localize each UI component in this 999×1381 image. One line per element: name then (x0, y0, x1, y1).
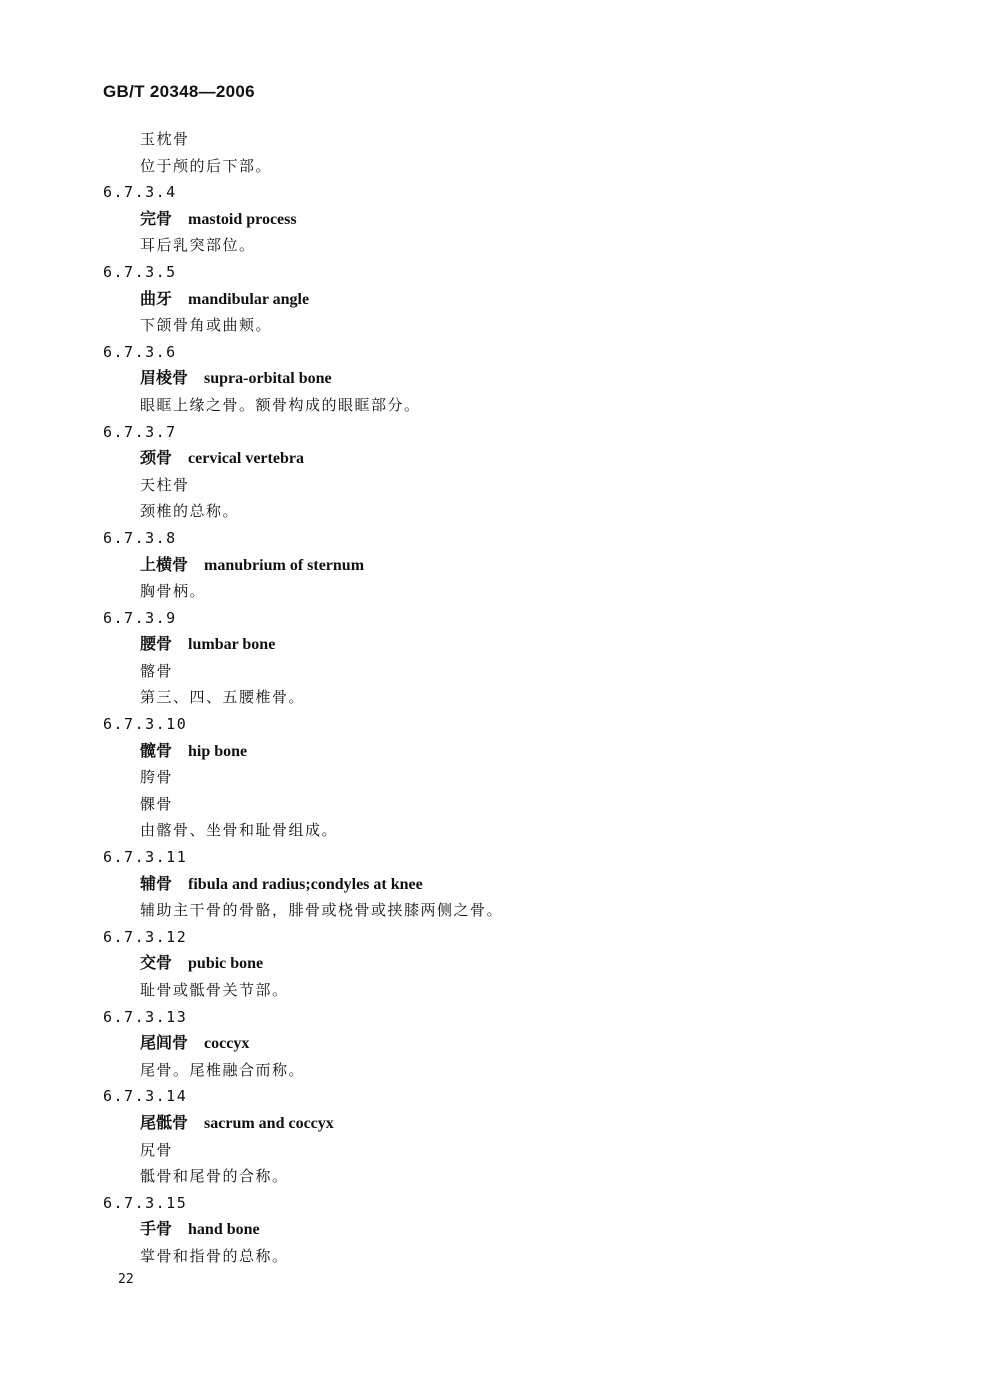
term-english: pubic bone (188, 955, 264, 973)
entry-number: 6.7.3.6 (103, 342, 177, 361)
definition-text: 玉枕骨 (140, 130, 190, 148)
definition-text: 髁骨 (140, 794, 174, 813)
term-chinese: 腰骨 (140, 634, 173, 654)
definition-text: 眼眶上缘之骨。额骨构成的眼眶部分。 (140, 395, 421, 414)
definition-text: 位于颅的后下部。 (140, 156, 273, 175)
term-chinese: 手骨 (140, 1219, 173, 1239)
glossary-content (103, 126, 923, 1270)
term-english: sacrum and coccyx (204, 1114, 334, 1132)
term-chinese: 尾闾骨 (140, 1033, 189, 1053)
term-chinese: 髋骨 (140, 740, 173, 760)
term-chinese: 颈骨 (140, 448, 173, 468)
definition-text: 颈椎的总称。 (140, 502, 240, 521)
definition-text: 尾骨。尾椎融合而称。 (140, 1060, 306, 1079)
term-english: supra-orbital bone (204, 370, 332, 388)
term-line (103, 1216, 923, 1243)
definition-text: 髂骨 (140, 661, 174, 680)
definition-text: 辅助主干骨的骨骼，腓骨或桡骨或挟膝两侧之骨。 (140, 901, 504, 920)
term-english: mastoid process (188, 210, 297, 228)
definition-text: 第三、四、五腰椎骨。 (140, 688, 306, 707)
entry-number: 6.7.3.12 (103, 927, 188, 946)
term-line (103, 871, 923, 898)
term-line (103, 365, 923, 392)
entry-number: 6.7.3.9 (103, 608, 177, 627)
entry-number: 6.7.3.13 (103, 1007, 188, 1026)
entry-number: 6.7.3.5 (103, 262, 177, 281)
definition-text: 胸骨柄。 (140, 582, 207, 601)
page-number: 22 (118, 1272, 134, 1287)
entry-number: 6.7.3.15 (103, 1193, 188, 1212)
term-chinese: 完骨 (140, 208, 173, 228)
definition-text: 尻骨 (140, 1140, 174, 1159)
term-english: mandibular angle (188, 290, 310, 308)
definition-text: 下颌骨角或曲颊。 (140, 316, 273, 335)
definition-text: 耻骨或骶骨关节部。 (140, 981, 289, 999)
entry-number: 6.7.3.7 (103, 422, 177, 441)
term-english: hip bone (188, 742, 248, 760)
definition-text: 掌骨和指骨的总称。 (140, 1246, 289, 1265)
term-line (103, 206, 923, 233)
term-line (103, 445, 923, 472)
term-english: fibula and radius;condyles at knee (188, 875, 423, 893)
term-line (103, 1030, 923, 1057)
definition-text: 天柱骨 (140, 475, 190, 494)
term-chinese: 交骨 (140, 953, 173, 973)
term-chinese: 眉棱骨 (140, 368, 189, 388)
entry-number: 6.7.3.10 (103, 715, 188, 734)
standard-code-header: GB/T 20348—2006 (103, 82, 255, 101)
term-line (103, 286, 923, 313)
definition-text: 骶骨和尾骨的合称。 (140, 1167, 289, 1186)
term-line (103, 738, 923, 765)
entry-number: 6.7.3.11 (103, 848, 188, 867)
term-line (103, 950, 923, 977)
term-english: coccyx (204, 1035, 250, 1053)
definition-text: 胯骨 (140, 768, 174, 787)
term-chinese: 辅骨 (140, 873, 173, 893)
term-line (103, 1110, 923, 1137)
definition-text: 由髂骨、坐骨和耻骨组成。 (140, 821, 339, 840)
entry-number: 6.7.3.8 (103, 528, 177, 547)
term-english: lumbar bone (188, 636, 276, 654)
term-english: manubrium of sternum (204, 556, 365, 574)
term-chinese: 尾骶骨 (140, 1112, 189, 1132)
term-chinese: 曲牙 (140, 288, 173, 308)
term-chinese: 上横骨 (140, 554, 189, 574)
entry-number: 6.7.3.4 (103, 183, 177, 202)
term-english: cervical vertebra (188, 450, 304, 468)
entry-number: 6.7.3.14 (103, 1087, 188, 1106)
term-line (103, 631, 923, 658)
term-english: hand bone (188, 1221, 260, 1239)
definition-text: 耳后乳突部位。 (140, 236, 256, 255)
term-line (103, 552, 923, 579)
